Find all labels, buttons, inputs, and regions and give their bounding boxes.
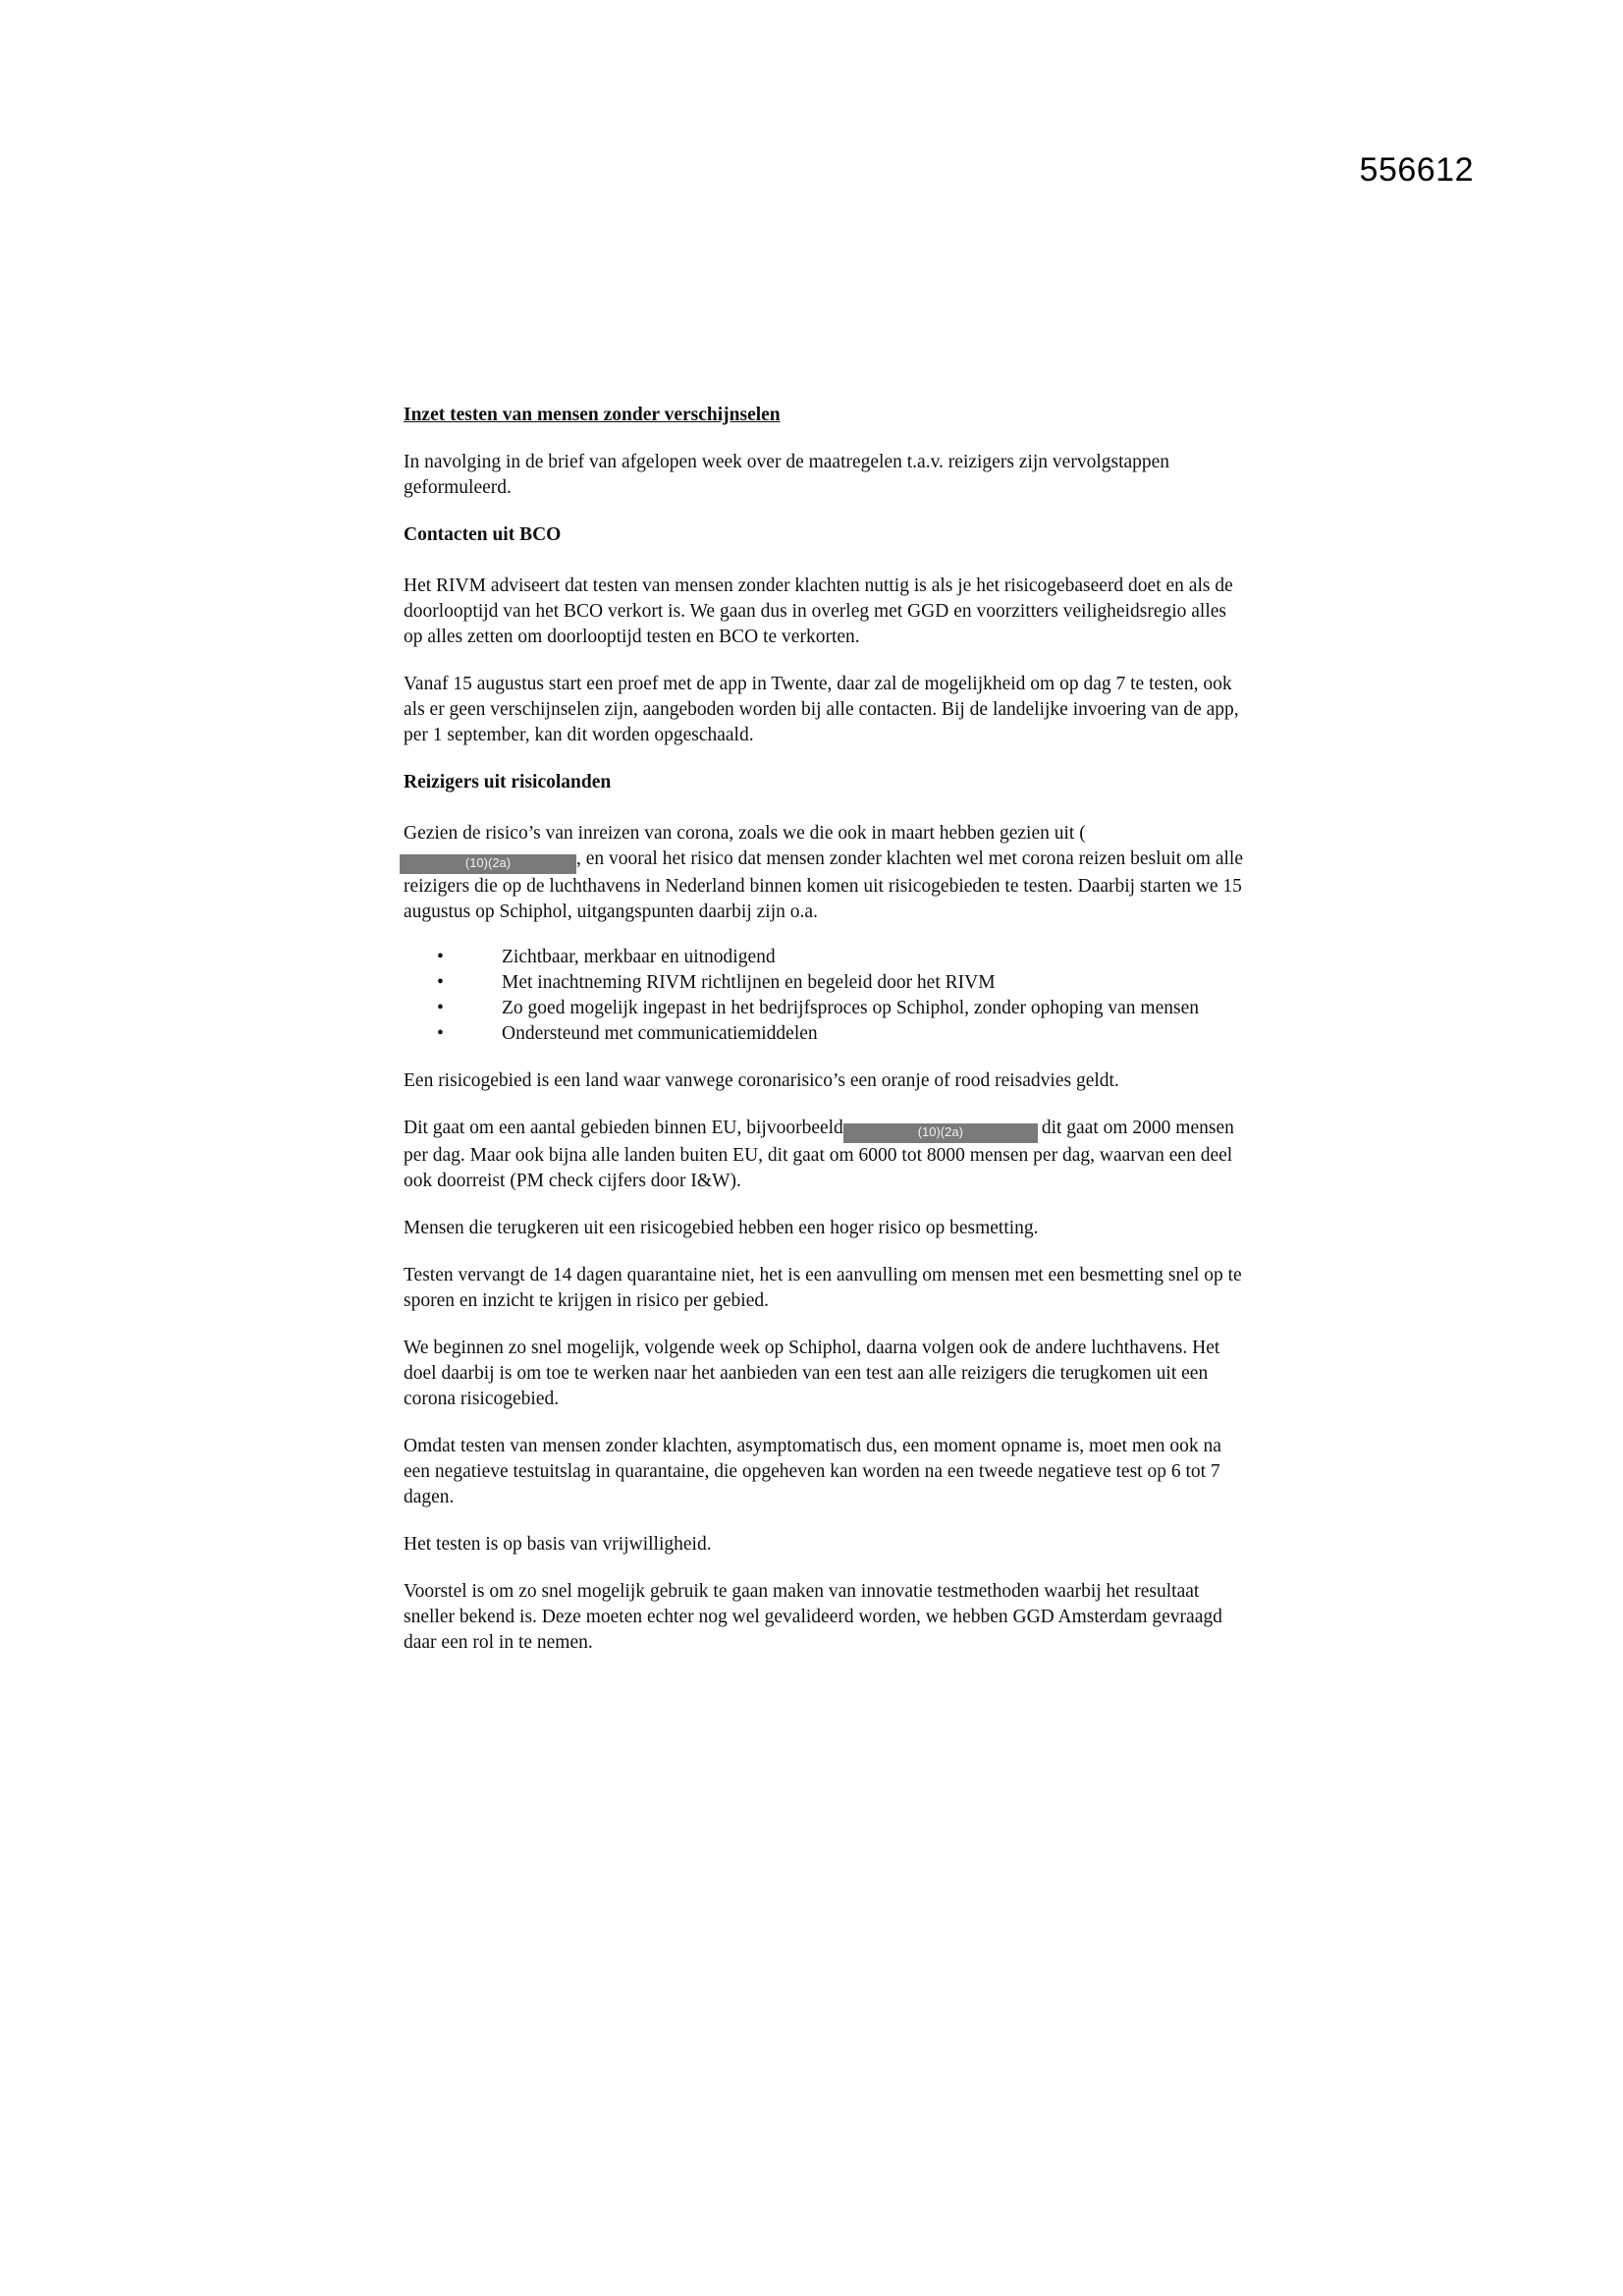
bullet-icon: • — [437, 1023, 444, 1044]
bullet-icon: • — [437, 947, 444, 967]
paragraph-risicogebied-definitie: Een risicogebied is een land waar vanwege coronarisico’s een oranje of rood reisadvies geldt. — [404, 1070, 1119, 1091]
paragraph-text-start: Gezien de risico’s van inreizen van corona, zoals we die ook in maart hebben gezien uit — [404, 823, 1075, 844]
paragraph-hoger-risico: Mensen die terugkeren uit een risicogebied hebben een hoger risico op besmetting. — [404, 1218, 1039, 1238]
paragraph-text-start: Dit gaat om een aantal gebieden binnen EU, bijvoorbeeld — [404, 1118, 843, 1138]
paragraph-risico-inreizen — [404, 821, 1248, 925]
document-body — [404, 403, 1248, 1677]
paragraph-quarantaine: Testen vervangt de 14 dagen quarantaine niet, het is een aanvulling om mensen met een besmetting snel op te sporen en inzicht te krijgen in risico per gebied. — [404, 1265, 1242, 1311]
list-item — [404, 970, 1248, 996]
paren-open: ( — [1079, 823, 1086, 844]
paragraph-text-end: dit gaat om 2000 mensen per dag. Maar ook bijna alle landen buiten EU, dit gaat om 6000 tot 8000 mensen per dag, waarvan een deel ook doorreist (PM check cijfers door I&W). — [404, 1118, 1234, 1191]
section-heading-reizigers: Reizigers uit risicolanden — [404, 772, 612, 793]
list-item — [404, 945, 1248, 970]
paragraph-text-end: , en vooral het risico dat mensen zonder klachten wel met corona reizen besluit om alle reizigers die op de luchthavens in Nederland binnen komen uit risicogebieden te testen. Daarbij starten we 15 augustus op Schiphol, uitgangspunten daarbij zijn o.a. — [404, 848, 1243, 922]
list-item-text: Ondersteund met communicatiemiddelen — [502, 1023, 818, 1044]
paragraph-asymptomatisch: Omdat testen van mensen zonder klachten, asymptomatisch dus, een moment opname is, moet men ook na een negatieve testuitslag in quarantaine, die opgeheven kan worden na een tweede negatieve test op 6 tot 7 dagen. — [404, 1436, 1221, 1507]
document-id: 556612 — [1359, 151, 1474, 189]
list-item-text: Zo goed mogelijk ingepast in het bedrijfsproces op Schiphol, zonder ophoping van mensen — [502, 998, 1199, 1018]
bullet-icon: • — [437, 972, 444, 993]
paragraph-aantallen — [404, 1116, 1248, 1194]
redaction-box: (10)(2a) — [843, 1123, 1038, 1143]
paragraph-schiphol-start: We beginnen zo snel mogelijk, volgende week op Schiphol, daarna volgen ook de andere luchthavens. Het doel daarbij is om toe te werken naar het aanbieden van een test aan alle reizigers die terugkomen uit een corona risicogebied. — [404, 1338, 1220, 1409]
list-item-text: Met inachtneming RIVM richtlijnen en begeleid door het RIVM — [502, 972, 996, 993]
paragraph-innovatie-testmethoden: Voorstel is om zo snel mogelijk gebruik te gaan maken van innovatie testmethoden waarbij het resultaat sneller bekend is. Deze moeten echter nog wel gevalideerd worden, we hebben GGD Amsterdam gevraagd daar een rol in te nemen. — [404, 1581, 1222, 1653]
list-item-text: Zichtbaar, merkbaar en uitnodigend — [502, 947, 776, 967]
paragraph-vrijwilligheid: Het testen is op basis van vrijwilligheid. — [404, 1534, 712, 1555]
document-title: Inzet testen van mensen zonder verschijnselen — [404, 405, 781, 425]
redaction-box: (10)(2a) — [400, 854, 576, 874]
paragraph-proef-twente: Vanaf 15 augustus start een proef met de app in Twente, daar zal de mogelijkheid om op dag 7 te testen, ook als er geen verschijnselen zijn, aangeboden worden bij alle contacten. Bij de landelijke invoering van de app, per 1 september, kan dit worden opgeschaald. — [404, 674, 1239, 745]
bullet-icon: • — [437, 998, 444, 1018]
list-item — [404, 996, 1248, 1021]
list-item — [404, 1021, 1248, 1047]
intro-paragraph: In navolging in de brief van afgelopen week over de maatregelen t.a.v. reizigers zijn vervolgstappen geformuleerd. — [404, 452, 1170, 498]
paragraph-rivm-advies: Het RIVM adviseert dat testen van mensen zonder klachten nuttig is als je het risicogebaseerd doet en als de doorlooptijd van het BCO verkort is. We gaan dus in overleg met GGD en voorzitters veiligheidsregio alles op alles zetten om doorlooptijd testen en BCO te verkorten. — [404, 575, 1233, 647]
section-heading-contacten: Contacten uit BCO — [404, 524, 562, 545]
uitgangspunten-list — [404, 945, 1248, 1047]
